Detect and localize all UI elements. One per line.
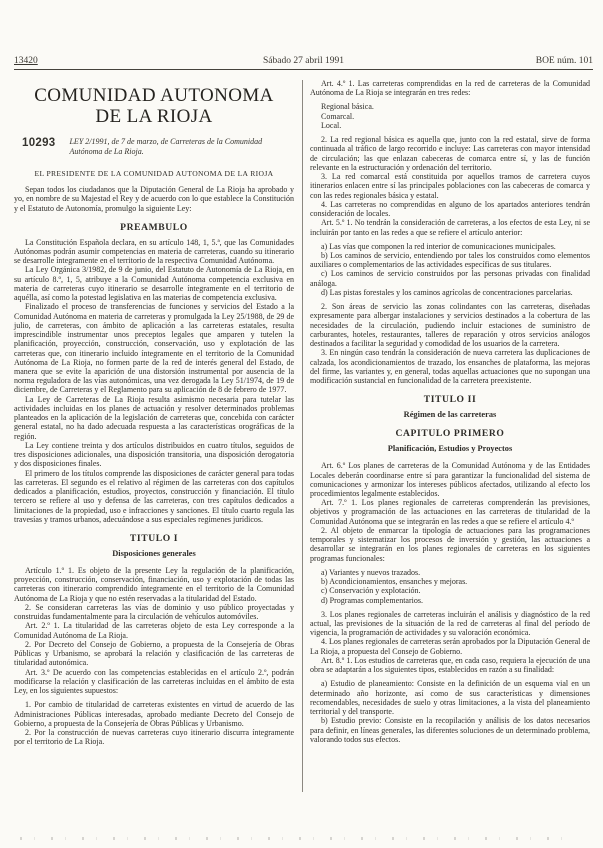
list-item: 2. Por la construcción de nuevas carreteras cuyo itinerario discurra íntegramente por el territorio de La Rioja. bbox=[14, 727, 294, 747]
list-item: a) Estudio de planeamiento: Consiste en la definición de un esquema vial en un determinado año horizonte, así como de sus características y dimensiones recomendables, necesidades de suelo y otras limitaciones, a la vista del planeamiento territorial y del transporte. bbox=[310, 679, 590, 717]
left-column bbox=[14, 79, 294, 751]
paragraph: Art. 8.º 1. Los estudios de carreteras que, en cada caso, requiera la ejecución de una obra se adaptarán a los siguientes tipos, establecidos en razón a su finalidad: bbox=[310, 655, 590, 675]
paragraph: Art. 3.º De acuerdo con las competencias establecidas en el artículo 2.º, podrán modificarse la relación y clasificación de las carreteras incluidas en el ámbito de esta Ley, en los siguientes supuestos: bbox=[14, 667, 294, 696]
masthead-line-1: COMUNIDAD AUTONOMA bbox=[34, 85, 274, 106]
page-number: 13420 bbox=[14, 56, 38, 66]
list-item: Comarcal. bbox=[321, 111, 355, 121]
item-list bbox=[310, 102, 590, 130]
paragraph: 2. Se consideran carreteras las vías de dominio y uso público proyectadas y construidas fundamentalmente para la circulación de vehículos automóviles. bbox=[14, 602, 294, 622]
paragraph: Finalizado el proceso de transferencias de funciones y servicios del Estado a la Comunidad Autónoma en materia de carreteras y promulgada la Ley 25/1988, de 29 de julio, de carreteras, con ámbito de aplicación a las carreteras estatales, resulta imprescindible instrumentar unos preceptos legales que amparen y tutelen la planificación, proyección, construcción, conservación, uso y explotación de las carreteras que, con itinerario incluido íntegramente en el territorio de la Comunidad Autónoma de La Rioja, no formen parte de la red de interés general del Estado, de manera que se evite la aparición de una distorsión instrumental por ausencia de la norma reguladora de las vías autonómicas, una vez derogada la Ley 51/1974, de 19 de diciembre, de Carreteras y el Reglamento para su aplicación de 8 de febrero de 1977. bbox=[14, 302, 294, 395]
section-heading: TITULO II bbox=[423, 394, 477, 406]
law-heading bbox=[14, 137, 294, 157]
scan-noise-artifact bbox=[20, 837, 573, 840]
list-item: 1. Por cambio de titularidad de carreteras existentes en virtud de acuerdo de las Administraciones Públicas interesadas, aprobado mediante Decreto del Consejo de Gobierno, a propuesta de la Consejería de Obras Públicas y Urbanismo. bbox=[14, 700, 294, 728]
paragraph: 3. Los planes regionales de carreteras incluirán el análisis y diagnóstico de la red actual, las previsiones de la situación de la red de carreteras al final del período de vigencia, la programación de actividades y su valoración económica. bbox=[310, 609, 590, 638]
item-list bbox=[310, 242, 590, 297]
list-item: c) Los caminos de servicio construidos por las personas privadas con finalidad análoga. bbox=[310, 269, 590, 288]
section-subheading: Disposiciones generales bbox=[112, 549, 196, 558]
paragraph: 2. Al objeto de enmarcar la tipología de actuaciones para las programaciones temporales y sistematizar los procesos de inversión y gestión, las actuaciones a desarrollar se integrarán en los planes regionales de carreteras en los siguientes programas funcionales: bbox=[310, 525, 590, 563]
paragraph: El primero de los títulos comprende las disposiciones de carácter general para todas las carreteras. El segundo es el relativo al régimen de las carreteras con dos capítulos dedicados a planificación, estudios, proyectos, construcción y financiación. El título tercero se refiere al uso y defensa de las carreteras, con tres capítulos dedicados a limitaciones de la propiedad, uso e infracciones y sanciones. El título cuarto regula las travesías y tramos urbanos, adecuándose a sus especiales regímenes jurídicos. bbox=[14, 468, 294, 524]
paragraph: Art. 5.º 1. No tendrán la consideración de carreteras, a los efectos de esta Ley, ni se incluirán por tanto en las redes a que se refiere el artículo anterior: bbox=[310, 218, 590, 237]
paragraph: La Ley de Carreteras de La Rioja resulta asimismo necesaria para tutelar las actividades incluidas en los planes de actuación y resolver determinados problemas planteados en la aplicación de la legislación de carreteras que, concebida con carácter general estatal, no ha dado adecuada respuesta a las características orográficas de la región. bbox=[14, 394, 294, 441]
community-masthead bbox=[14, 86, 294, 127]
list-item: d) Las pistas forestales y los caminos agrícolas de concentraciones parcelarias. bbox=[321, 287, 573, 297]
law-number: 10293 bbox=[22, 137, 56, 150]
law-title: LEY 2/1991, de 7 de marzo, de Carreteras de la Comunidad Autónoma de La Rioja. bbox=[69, 137, 263, 157]
paragraph: La Ley Orgánica 3/1982, de 9 de junio, del Estatuto de Autonomía de La Rioja, en su artículo 8.º, 1, 5, atribuye a la Comunidad Autónoma competencia exclusiva en materia de carreteras cuyo itinerario se desarrolle íntegramente en el territorio de aquélla, así como la potestad legislativa en las materias de competencia exclusiva. bbox=[14, 265, 294, 303]
paragraph: Art. 7.º 1. Los planes regionales de carreteras comprenderán las previsiones, objetivos y programación de las actuaciones en las carreteras de titularidad de la Comunidad Autónoma que se integrarán en las redes a que se refiere el artículo 4.º bbox=[310, 498, 590, 526]
paragraph: Sepan todos los ciudadanos que la Diputación General de La Rioja ha aprobado y yo, en nombre de su Majestad el Rey y de acuerdo con lo que establece la Constitución y el Estatuto de Autonomía, promulgo la siguiente Ley: bbox=[14, 185, 294, 213]
list-item: a) Variantes y nuevos trazados. bbox=[321, 567, 421, 577]
item-list bbox=[310, 679, 590, 744]
paragraph: Art. 6.º Los planes de carreteras de la Comunidad Autónoma y de las Entidades Locales deberán coordinarse entre sí para garantizar la funcionalidad del sistema de comunicaciones y armonizar los intereses públicos afectados, utilizando al efecto los procedimientos legalmente establecidos. bbox=[310, 461, 590, 498]
paragraph: Art. 2.º 1. La titularidad de las carreteras objeto de esta Ley corresponde a la Comunidad Autónoma de La Rioja. bbox=[14, 621, 294, 640]
item-list bbox=[14, 700, 294, 746]
paragraph: 2. Por Decreto del Consejo de Gobierno, a propuesta de la Consejería de Obras Públicas y Urbanismo, se aprobará la relación y clasificación de las carreteras de titularidad autonómica. bbox=[14, 639, 294, 668]
section-heading: TITULO I bbox=[129, 533, 179, 544]
paragraph: La Ley contiene treinta y dos artículos distribuidos en cuatro títulos, seguidos de tres disposiciones adicionales, una disposición transitoria, una disposición derogatoria y dos disposiciones finales. bbox=[14, 440, 294, 469]
presenter-line: EL PRESIDENTE DE LA COMUNIDAD AUTONOMA DE LA RIOJA bbox=[34, 169, 274, 179]
page-header bbox=[14, 56, 593, 70]
paragraph: Artículo 1.º 1. Es objeto de la presente Ley la regulación de la planificación, proyección, construcción, conservación, financiación, uso y explotación de todas las carreteras con itinerario comprendido íntegramente en el territorio de la Comunidad Autónoma de La Rioja y que no estén reservadas a la titularidad del Estado. bbox=[14, 566, 294, 603]
item-list bbox=[310, 568, 590, 605]
list-item: b) Estudio previo: Consiste en la recopilación y análisis de los datos necesarios para definir, en líneas generales, las diferentes soluciones de un determinado problema, valorando todos sus efectos. bbox=[310, 716, 590, 744]
list-item: b) Los caminos de servicio, entendiendo por tales los construidos como elementos auxiliares o complementarios de las actividades específicas de sus titulares. bbox=[310, 250, 590, 270]
list-item: d) Programas complementarios. bbox=[321, 595, 423, 605]
section-subheading: Régimen de las carreteras bbox=[403, 410, 497, 420]
section-subheading: Planificación, Estudios y Proyectos bbox=[387, 444, 513, 454]
right-column bbox=[310, 79, 590, 751]
list-item: b) Acondicionamientos, ensanches y mejoras. bbox=[321, 577, 468, 587]
paragraph: 2. La red regional básica es aquella que, junto con la red estatal, sirve de forma continuada al tráfico de largo recorrido e incluye: Las carreteras con mayor intensidad de circulación; las que enlazan cabeceras de comarca entre sí, y las de función relevante en la estructuración y ordenación del territorio. bbox=[310, 135, 590, 172]
paragraph: 3. En ningún caso tendrán la consideración de nueva carretera las duplicaciones de calzada, los acondicionamientos de trazado, los ensanches de plataforma, las mejoras del firme, las variantes y, en general, todas aquellas actuaciones que no supongan una modificación sustancial en funcionalidad de la carretera preexistente. bbox=[310, 348, 590, 386]
right-column-text bbox=[310, 79, 590, 744]
masthead-line-2: DE LA RIOJA bbox=[95, 105, 213, 127]
paragraph: Art. 4.º 1. Las carreteras comprendidas en la red de carreteras de la Comunidad Autónoma de La Rioja se integrarán en tres redes: bbox=[310, 79, 590, 98]
list-item: a) Las vías que componen la red interior de comunicaciones municipales. bbox=[321, 241, 556, 251]
header-date: Sábado 27 abril 1991 bbox=[262, 56, 344, 66]
left-column-text bbox=[14, 169, 294, 746]
section-heading: CAPITULO PRIMERO bbox=[395, 428, 505, 440]
list-item: c) Conservación y explotación. bbox=[321, 586, 421, 596]
paragraph: 2. Son áreas de servicio las zonas colindantes con las carreteras, diseñadas expresamente para albergar instalaciones y servicios destinados a la cobertura de las necesidades de la circulación, pudiendo incluir estaciones de suministro de carburantes, hoteles, restaurantes, talleres de reparación y otros servicios análogos destinados a facilitar la seguridad y comodidad de los usuarios de la carretera. bbox=[310, 302, 590, 349]
issue-number: BOE núm. 101 bbox=[535, 56, 593, 66]
paragraph: 4. Los planes regionales de carreteras serán aprobados por la Diputación General de La Rioja, a propuesta del Consejo de Gobierno. bbox=[310, 637, 590, 656]
two-column-body bbox=[14, 79, 590, 751]
list-item: Local. bbox=[321, 120, 342, 130]
list-item: Regional básica. bbox=[321, 102, 374, 112]
section-heading: PREAMBULO bbox=[120, 221, 188, 233]
paragraph: 4. Las carreteras no comprendidas en alguno de los apartados anteriores tendrán consideración de locales. bbox=[310, 199, 590, 219]
paragraph: 3. La red comarcal está constituida por aquellos tramos de carretera cuyos itinerarios enlacen entre sí las principales poblaciones con las cabeceras de comarca y con las redes regionales básica y estatal. bbox=[310, 172, 590, 200]
paragraph: La Constitución Española declara, en su artículo 148, 1, 5.ª, que las Comunidades Autónomas podrán asumir competencias en materia de carreteras, cuando su itinerario se desarrolle íntegramente en el territorio de la respectiva Comunidad Autónoma. bbox=[14, 237, 294, 266]
